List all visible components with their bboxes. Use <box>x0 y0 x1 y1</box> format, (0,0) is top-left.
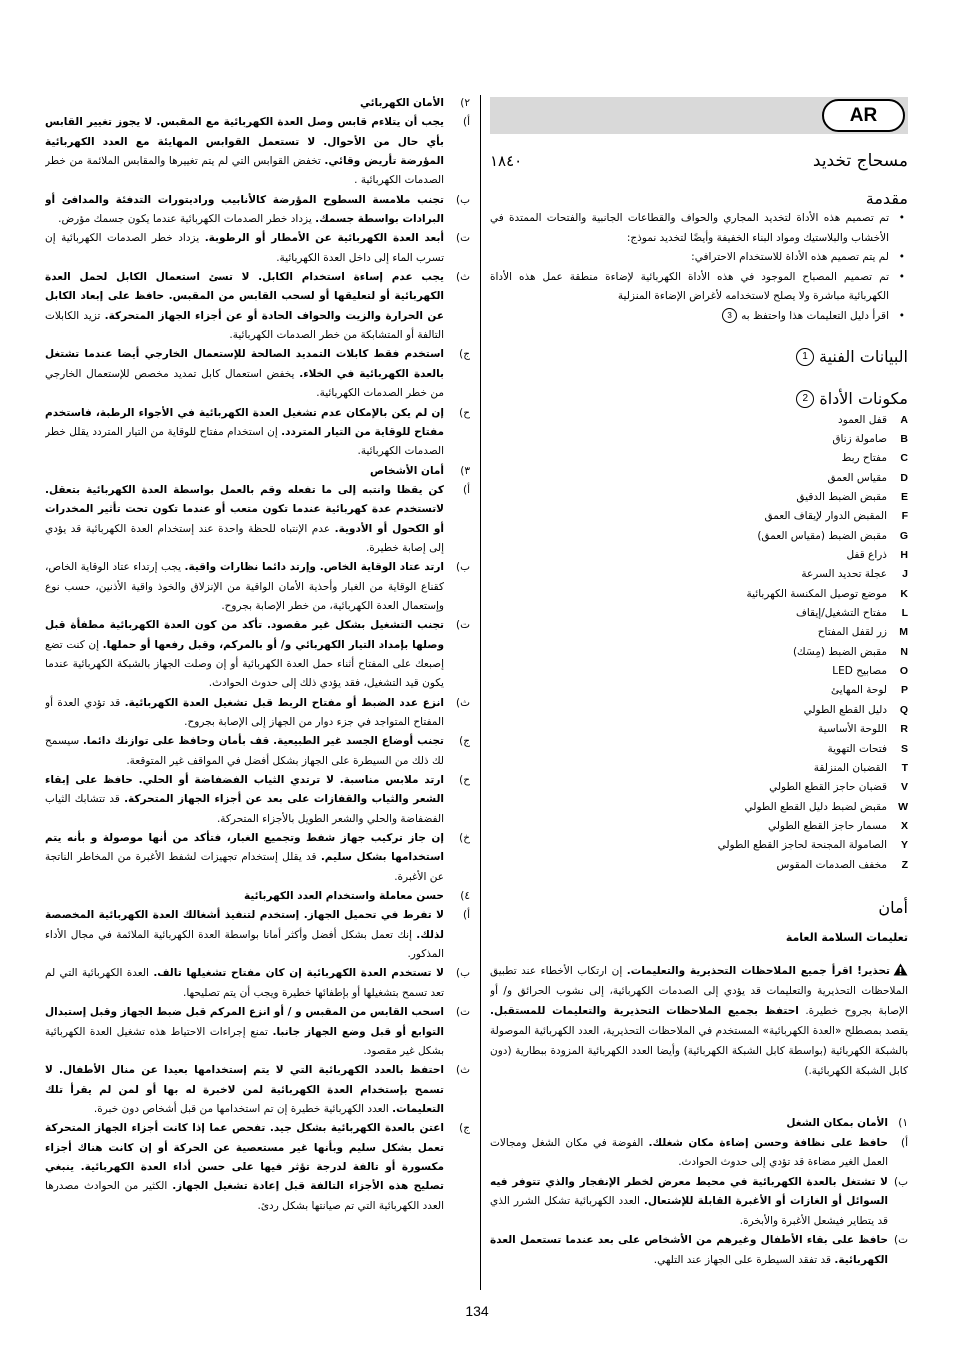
item-explanation-text: العدد الكهربائية خطيرة إن تم استخدامها من قبل أشخاص دون خبرة. <box>93 1102 393 1115</box>
safety-instruction-item <box>490 1173 908 1232</box>
component-letter: O <box>899 665 908 678</box>
item-letter: ح) <box>459 774 470 787</box>
bullet-dot: • <box>898 270 905 283</box>
component-row <box>490 778 908 797</box>
item-letter: ب) <box>456 967 470 980</box>
safety-instruction-item <box>45 191 470 230</box>
item-letter: ت) <box>456 619 470 632</box>
component-name: مقبض الضبط (مِسَك) <box>792 645 887 658</box>
item-letter: ت) <box>456 1006 470 1019</box>
component-letter: M <box>899 626 908 639</box>
warning-text: إن ارتكاب الأخطاء عند تطبيق الملاحظات التحذيرية والتعليمات قد يؤدي إلى الصدمات الكهربائية، إلى نشوب الحرائق و/ أو الإصابة بجروح خطيرة. <box>490 965 908 1017</box>
section-title: الأمان الكهربائي <box>359 97 444 109</box>
safety-instruction-item <box>45 1003 470 1061</box>
safety-section-heading <box>45 887 470 906</box>
safety-section-heading <box>45 94 470 113</box>
component-name: الصامولة المجنحة لحاجز القطع الطولي <box>717 839 887 852</box>
bullet-dot: • <box>898 251 905 264</box>
item-body <box>490 1134 888 1173</box>
item-emphasis-text: لا تفرط في تحميل الجهاز. إستخدم لتنفيذ أشغالك العدة الكهربائية المخصصة لذلك. <box>45 909 444 941</box>
safety-instruction-item <box>45 616 470 693</box>
item-body <box>45 229 444 268</box>
item-emphasis-text: إن لم يكن بالإمكان عدم تشغيل العدة الكهربائية في الأجواء الرطبة، فاستخدم مفتاح للوقاية من التيار المتردد. <box>45 406 445 438</box>
item-emphasis-text: تجنب ملامسة السطوح المؤرضة كالأنابيب وراديتورات التدفئة والمدافئ أو البرادات بواسطة جسمك. <box>45 193 444 226</box>
section-title: الأمان بمكان الشغل <box>786 1117 888 1129</box>
component-row <box>490 565 908 584</box>
section-title: أمان الأشخاص <box>369 464 444 477</box>
component-name: صامولة زناق <box>832 433 887 446</box>
item-emphasis-text: اعتن بالعدة الكهربائية بشكل جيد. تفحص عما إذا كانت أجزاء الجهاز المتحركة تعمل بشكل سليم وبأنها غير مستعصية عن الحركة أو إن كانت هناك أجزاء مكسورة أو تالفة لدرجة تؤثر فيها على حسن أداء العدة الكهربائية. ينبغي تصليح هذه الأجزاء التالفة قبل إعادة تشغيل الجهاز. <box>45 1122 445 1193</box>
component-letter: Q <box>899 703 908 716</box>
warning-text: يقصد بمصطلح «العدة الكهربائية» المستخدم في الملاحظات التحذيرية، العدد الكهربائية الموصولة بالشبكة الكهربائية (بواسطة كابل الشبكة الكهربائية) وأيضا العدد الكهربائية المزودة ببطارية (دون كابل الشبكة الكهربائية.) <box>490 1025 908 1077</box>
component-letter: Y <box>900 839 908 852</box>
component-letter: B <box>900 433 908 446</box>
section-number: ٤) <box>460 890 470 903</box>
component-letter: F <box>901 510 908 523</box>
component-row <box>490 720 908 739</box>
item-explanation-text: إنك تعمل بشكل أفضل وأكثر أمانا بواسطة العدة الكهربائية الملائمة في مجال الأداء المذكور. <box>45 928 444 961</box>
item-emphasis-text: احتفظ بالعدد الكهربائية التي لا يتم إستخدامها بعيدا عن منال الأطفال. لا تسمح بإستخدام العدة الكهربائية لمن لاخبرة له بها أو لمن لم يقرأ تلك التعليمات. <box>45 1064 444 1115</box>
component-row <box>490 410 908 429</box>
item-emphasis-text: لا تشتغل بالعدة الكهربائية في محيط معرض لخطر الإنفجار والذي تتوفر فيه السوائل أو الغازات أو الأغبرة القابلة للإشتعال. <box>490 1175 888 1207</box>
intro-bullet <box>490 248 905 268</box>
component-letter: T <box>901 761 908 774</box>
component-row <box>490 507 908 526</box>
item-emphasis-text: إن جاز تركيب جهاز شفط وتجميع الغبار، فتأكد من أنها موصولة و بأنه يتم استخدامها بشكل سليم. <box>45 832 444 864</box>
component-letter: H <box>900 549 908 562</box>
safety-instruction-item <box>45 404 470 462</box>
item-emphasis-text: ارتد عتاد الوقاية الخاص. وإرتد دائما نظارات واقية. <box>184 561 444 574</box>
item-explanation-text: الفوضة في مكان الشغل ومجالات العمل الغير مضاءة قد تؤدي إلى حدوث الحوادث. <box>490 1136 888 1168</box>
figure-ref-circle: 2 <box>796 390 814 408</box>
intro-bullet-list <box>490 209 908 329</box>
component-name: عجلة تحديد السرعة <box>801 568 887 581</box>
item-explanation-text: قد يقلل إستخدام تجهيزات لشفط الأغبرة من المخاطر الناتجة عن الأغبرة. <box>45 851 444 883</box>
item-emphasis-text: تجنب التشغيل بشكل غير مقصود. تأكد من كون العدة الكهربائية مطفأة قبل وصلها بإمداد التيار الكهربائي و/ أو بالمركم، وقبل رفعها أو حملها. <box>45 619 444 651</box>
component-row <box>490 661 908 680</box>
warning-triangle-icon <box>893 963 908 976</box>
safety-instruction-item <box>45 229 470 268</box>
item-letter: أ) <box>462 483 470 496</box>
safety-section-heading <box>490 1114 908 1134</box>
item-body <box>45 558 444 616</box>
component-name: اللوحة الأساسية <box>818 723 887 736</box>
item-letter: ب) <box>456 561 470 574</box>
item-body <box>45 694 444 733</box>
component-name: دليل القطع الطولي <box>803 703 887 716</box>
item-body <box>45 191 444 230</box>
item-emphasis-text: اسحب القابس من المقبس و / أو انزع المركم قبل ضبط الجهاز وقبل إستبدال التوابع أو قبل وضع الجهاز جانبا. <box>45 1006 444 1038</box>
item-letter: ت) <box>456 232 470 245</box>
safety-instruction-item <box>45 345 470 403</box>
item-explanation-text: عدم الإنتباه للحظة واحدة عند إستخدام العدة الكهربائية قد يؤدي إلى إصابة خطيرة. <box>45 522 444 554</box>
safety-instruction-item <box>490 1134 908 1173</box>
component-letter: Z <box>901 858 908 871</box>
item-emphasis-text: انزع عدد الضبط أو مفتاح الربط قبل تشغيل العدة الكهربائية. <box>124 696 444 709</box>
safety-instruction-item <box>45 1119 470 1216</box>
model-number: ١٨٤٠ <box>490 152 523 170</box>
safety-instruction-item <box>45 732 470 771</box>
intro-bullet <box>490 307 905 327</box>
item-letter: ج) <box>459 1122 470 1135</box>
item-letter: ب) <box>456 193 470 206</box>
component-row <box>490 797 908 816</box>
tech-data-heading <box>490 344 908 370</box>
component-name: مصابيح LED <box>832 665 887 678</box>
item-emphasis-text: يجب عدم إساءة استخدام الكابل. لا تسئ استعمال الكابل لحمل العدة الكهربائية أو لتعليقها أو لسحب القابس من المقبس. حافظ على إبعاد الكابل عن الحرارة والزيت والحواف الحادة أو عن أجزاء الجهاز المتحركة. <box>45 271 445 322</box>
item-body <box>45 1003 444 1061</box>
component-letter: W <box>898 800 908 813</box>
component-row <box>490 700 908 719</box>
component-letter: J <box>902 568 908 581</box>
item-letter: ث) <box>456 696 470 709</box>
intro-bullets <box>490 209 908 327</box>
safety-instruction-item <box>45 1061 470 1119</box>
component-row <box>490 855 908 874</box>
item-letter: ب) <box>894 1175 908 1188</box>
component-name: قضبان حاجز القطع الطولي <box>769 781 887 794</box>
component-row <box>490 603 908 622</box>
intro-bullet-text: اقرأ دليل التعليمات هذا واحتفظ به <box>741 309 889 322</box>
general-warning-paragraph <box>490 961 908 1102</box>
component-name: مسمار حاجز القطع الطولي <box>767 819 887 832</box>
page-number: 134 <box>465 1303 489 1319</box>
safety-heading-text: أمان <box>878 898 908 917</box>
component-letter: R <box>900 723 908 736</box>
component-row <box>490 429 908 448</box>
item-body <box>45 113 444 190</box>
component-row <box>490 468 908 487</box>
component-row <box>490 816 908 835</box>
warning-emphasis-text: تحذير! اقرأ جميع الملاحظات التحذيرية والتعليمات. <box>626 965 890 977</box>
intro-bullet-text: لم يتم تصميم هذه الأداة للاستخدام الاحترافي: <box>691 251 889 264</box>
component-name: مقياس العمق <box>827 471 887 484</box>
component-name: فتحات التهوية <box>827 742 887 755</box>
item-emphasis-text: يجب أن يتلاءم قابس وصل العدة الكهربائية مع المقبس. لا يجوز تغيير القابس بأي حال من الأحوال. لا تستعمل القوابس المهايئة مع العدد الكهربائية المؤرضة تأريض وقائي. <box>45 116 444 168</box>
figure-ref-circle: 1 <box>796 348 814 366</box>
product-title: مسحاج تخديد <box>812 151 908 171</box>
component-row <box>490 681 908 700</box>
component-name: مفتاح التشغيل/إيقاف <box>795 607 887 620</box>
component-letter: L <box>901 607 908 620</box>
item-explanation-text: يخفض استعمال كابل تمديد مخصص للإستعمال الخارجي من خطر الصدمات الكهربائية. <box>45 367 444 400</box>
components-heading-text: مكونات الأداة <box>819 389 908 408</box>
component-name: مقبض لضبط دليل القطع الطولي <box>744 800 887 813</box>
safety-instruction-item <box>45 771 470 829</box>
figure-ref-circle: 3 <box>722 308 737 323</box>
safety-instruction-item <box>45 906 470 964</box>
item-letter: أ) <box>462 909 470 922</box>
item-body <box>45 404 444 462</box>
item-explanation-text: العدة الكهربائية التي لم تعد تسمح بتشغيلها أو بإطفائها خطيرة ويجب أن يتم تصليحها. <box>45 967 444 999</box>
item-explanation-text: يزداد خطر الصدمات الكهربائية عندما يكون جسمك مؤرض. <box>58 213 316 226</box>
item-emphasis-text: لا تستخدم العدة الكهربائية إن كان مفتاح تشغيلها تالف. <box>153 967 444 980</box>
component-row <box>490 526 908 545</box>
item-explanation-text: قد تؤدي العدة أو المفتاح المتواجد في جزء دوار من الجهاز إلى الإصابة بجروح. <box>45 696 444 728</box>
component-letter: V <box>900 781 908 794</box>
section-title: حسن معاملة واستخدام العدد الكهربائية <box>243 890 444 903</box>
bullet-dot: • <box>898 309 905 322</box>
item-body <box>45 481 444 558</box>
item-emphasis-text: أبعد العدة الكهربائية عن الأمطار أو الرطوبة. <box>204 232 444 245</box>
component-name: مفتاح ربط <box>841 452 887 465</box>
component-letter: E <box>900 491 908 504</box>
item-emphasis-text: كن يقظا وانتبه إلى ما تفعله وقم بالعمل بواسطة العدة الكهربائية بتعقل. لاتستخدم عدة كهربائية عندما تكون متعب أو عندما تكون تحت تأثير المخدرات أو الكحول أو الأدوية. <box>45 483 444 535</box>
item-emphasis-text: تجنب أوضاع الجسد غير الطبيعية. قف بأمان وحافظ على توازنك دائما. <box>82 735 444 748</box>
safety-sections-left-column <box>45 94 470 1297</box>
item-body <box>490 1173 888 1232</box>
item-body <box>45 1061 444 1119</box>
item-explanation-text: الكثير من الحوادث مصدرها العدد الكهربائية التي تم صيانتها بشكل ردئ. <box>45 1180 444 1212</box>
item-body <box>45 829 444 887</box>
item-letter: ث) <box>456 271 470 284</box>
item-explanation-text: يزداد خطر الصدمات الكهربائية إن تسرب الماء إلى داخل العدة الكهربائية. <box>45 232 444 264</box>
item-explanation-text: سيسمح لك ذلك من السيطرة على الجهاز بشكل أفضل في المواقف غير المتوقعة. <box>45 735 444 767</box>
intro-bullet <box>490 268 905 307</box>
item-body <box>45 616 444 693</box>
language-header-bar <box>490 97 908 134</box>
safety-instruction-item <box>45 964 470 1003</box>
component-name: موضع توصيل المكنسة الكهربائية <box>746 587 887 600</box>
component-letter: D <box>900 471 908 484</box>
section-number: ١) <box>898 1117 908 1129</box>
item-body <box>45 732 444 771</box>
component-name: المقبض الدوار لإيقاف العمق <box>764 510 887 523</box>
component-row <box>490 584 908 603</box>
item-explanation-text: قد تفقد السيطرة على الجهاز عند التلهي. <box>653 1253 835 1266</box>
safety-instruction-item <box>490 1231 908 1270</box>
general-safety-subheading: تعليمات السلامة العامة <box>785 931 908 944</box>
item-letter: أ) <box>462 116 470 129</box>
item-explanation-text: تزيد الكابلات التالفة أو المتشابكة من خطر الصدمات الكهربائية. <box>45 309 444 342</box>
item-emphasis-text: ارتد ملابس مناسبة. لا ترتدي الثياب الفضفاضة أو الحلي. حافظ على إبقاء الشعر والثياب والقفازات على بعد عن أجزاء الجهاز المتحركة. <box>45 774 444 806</box>
column-divider <box>480 95 481 1290</box>
component-name: لوحة المهايئ <box>831 684 887 697</box>
component-row <box>490 623 908 642</box>
item-emphasis-text: استخدم فقط كابلات التمديد الصالحة للإستعمال الخارجي أيضا عندما تشتغل بالعدة الكهربائية في الخلاء. <box>45 348 444 380</box>
component-name: ذراع قفل <box>846 549 887 562</box>
safety-instruction-item <box>45 113 470 190</box>
component-letter: S <box>900 742 908 755</box>
component-row <box>490 545 908 564</box>
component-row <box>490 836 908 855</box>
item-letter: ج) <box>459 735 470 748</box>
safety-instruction-item <box>45 829 470 887</box>
item-body <box>45 906 444 964</box>
item-body <box>45 268 444 345</box>
component-name: مقبض الضبط الدقيق <box>796 491 887 504</box>
component-name: القضبان المنزلقة <box>813 761 887 774</box>
component-letter: P <box>900 684 908 697</box>
component-row <box>490 487 908 506</box>
item-letter: ح) <box>459 406 470 419</box>
item-emphasis-text: حافظ على بقاء الأطفال وغيرهم من الأشخاص على بعد عندما تستعمل العدة الكهربائية. <box>490 1234 888 1266</box>
item-body <box>45 771 444 829</box>
safety-heading <box>490 895 908 921</box>
item-explanation-text: قد تتشابك الثياب الفضفاضة والحلي والشعر الطويل بالأجزاء المتحركة. <box>45 793 444 825</box>
item-letter: ث) <box>456 1064 470 1077</box>
component-name: مخفف الصدمات المقوس <box>776 858 887 871</box>
intro-bullet-text: تم تصميم المصباح الموجود في هذه الأداة الكهربائية لإضاءة منطقة عمل هذه الأداة الكهربائية مباشرة ولا يصلح لاستخدامه لأغراض الإضاءة المنزلية <box>490 270 889 303</box>
intro-bullet <box>490 209 905 248</box>
component-letter: X <box>900 819 908 832</box>
warning-emphasis-text: احتفظ بجميع الملاحظات التحذيرية والتعليمات للمستقبل. <box>490 1005 799 1017</box>
component-row <box>490 758 908 777</box>
intro-heading-text: مقدمة <box>865 189 908 208</box>
component-letter: C <box>900 452 908 465</box>
item-body <box>490 1231 888 1270</box>
component-letter: K <box>900 587 908 600</box>
item-letter: أ) <box>900 1136 908 1149</box>
item-letter: ت) <box>894 1234 908 1246</box>
safety-instruction-item <box>45 694 470 733</box>
safety-sections-right-column <box>490 1114 908 1280</box>
item-letter: خ) <box>459 832 470 845</box>
item-explanation-text: تخفض القوابس التي لم يتم تغييرها والمقابس الملائمة من خطر الصدمات الكهربائية . <box>45 155 444 187</box>
component-letter: N <box>900 645 908 658</box>
item-explanation-text: إن كنت تضع إصبعك على المفتاح أثناء حمل العدة الكهربائية أو إن وصلت الجهاز بالشبكة الكهربائية عندما يكون قيد التشغيل، فقد يؤدي ذلك إلى حدوث الحوادث. <box>45 638 444 690</box>
component-letter: A <box>900 413 908 426</box>
title-row <box>490 147 908 175</box>
component-row <box>490 739 908 758</box>
component-name: قفل العمود <box>838 413 887 426</box>
component-row <box>490 642 908 661</box>
language-badge: AR <box>822 99 905 132</box>
components-list <box>490 410 908 874</box>
safety-section-heading <box>45 462 470 481</box>
section-number: ٢) <box>460 97 470 109</box>
item-explanation-text: العدد الكهربائية تشكل الشرر الذي قد يتطاير فيشعل الأغبرة والأبخرة. <box>490 1195 888 1227</box>
bullet-dot: • <box>898 212 905 224</box>
item-body <box>45 345 444 403</box>
item-explanation-text: يجب إرتداء عتاد الوقاية الخاص، كقناع الوقاية من الغبار وأحذية الأمان الواقية من الإنزلاق والخوذ واقية الأذنين، حسب نوع وإستعمال العدة الكهربائية، من خطر الإصابة بجروح. <box>45 561 444 612</box>
component-name: مقبض الضبط (مقياس العمق) <box>757 529 887 542</box>
component-letter: G <box>899 529 908 542</box>
component-row <box>490 449 908 468</box>
safety-instruction-item <box>45 558 470 616</box>
safety-instruction-item <box>45 268 470 345</box>
item-explanation-text: تمنع إجراءات الاحتياط هذه تشغيل العدة الكهربائية بشكل غير مقصود. <box>45 1025 444 1057</box>
section-number: ٣) <box>460 464 470 477</box>
item-letter: ج) <box>459 348 470 361</box>
components-heading <box>490 386 908 412</box>
component-name: زر لقفل المفتاح <box>817 626 887 639</box>
item-body <box>45 1119 444 1216</box>
item-explanation-text: إن استخدام مفتاح للوقاية من التيار المتردد يقلل خطر الصدمات الكهربائية. <box>45 425 444 458</box>
intro-bullet-text: تم تصميم هذه الأداة لتخديد المجاري والحواف والقطاعات الجانبية والفتحات الممتدة في الأخشاب والبلاستيك ومواد البناء الخفيفة وأيضًا لتخديد نموذج: <box>490 212 889 244</box>
safety-instruction-item <box>45 481 470 558</box>
item-emphasis-text: حافظ على نظافة وحسن إضاءة مكان شغلك. <box>648 1136 888 1149</box>
tech-data-heading-text: البيانات الفنية <box>819 347 908 366</box>
item-body <box>45 964 444 1003</box>
